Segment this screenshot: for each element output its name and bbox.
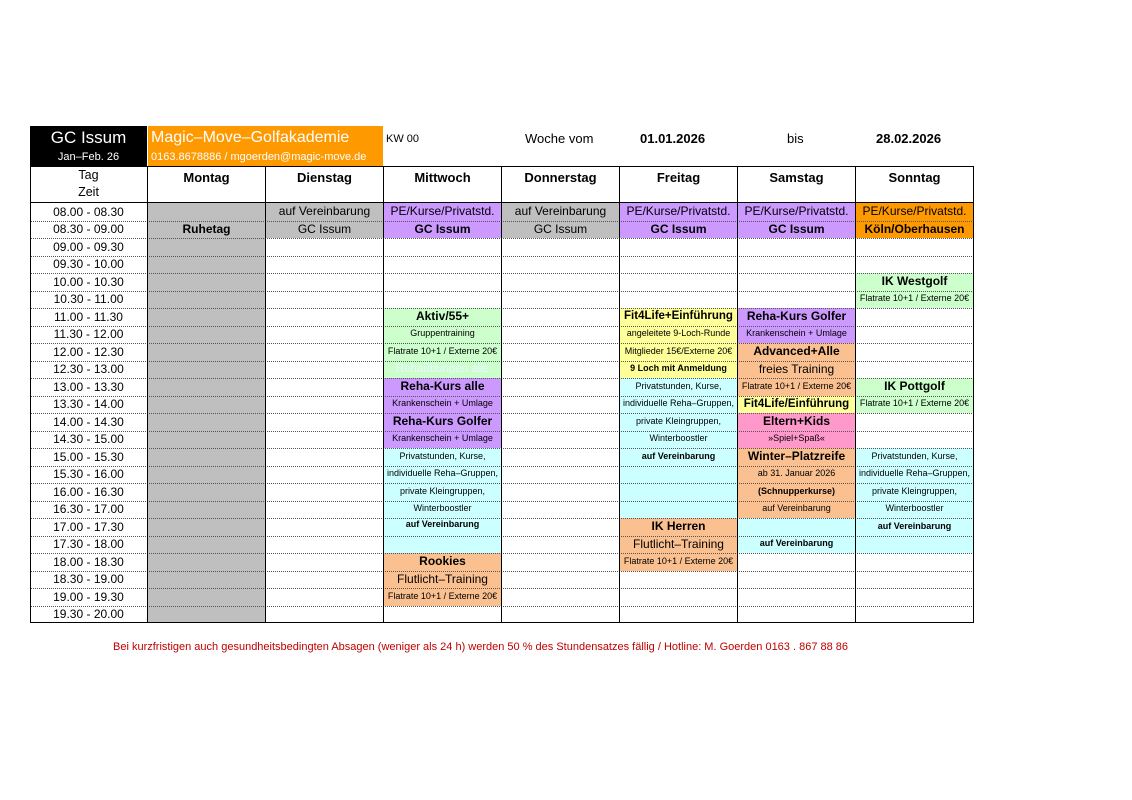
time-slot-label: 10.30 - 11.00 xyxy=(53,292,124,307)
time-slot-label: 08.00 - 08.30 xyxy=(53,204,124,219)
mittwoch-pe: PE/Kurse/Privatstd. xyxy=(390,204,495,219)
mittwoch-priv2: individuelle Reha–Gruppen, xyxy=(386,468,499,479)
time-slot-label: 15.30 - 16.00 xyxy=(53,467,124,482)
mittwoch-aufv: auf Vereinbarung xyxy=(405,518,480,529)
samstag-eltern: Eltern+Kids xyxy=(762,414,831,429)
samstag-schnupper: (Schnupperkurse) xyxy=(757,485,835,496)
mittwoch-reha-golfer: Reha-Kurs Golfer xyxy=(392,414,493,429)
time-slot-label: 19.30 - 20.00 xyxy=(53,607,124,622)
day-header-dienstag: Dienstag xyxy=(297,170,352,185)
mittwoch-kranken2: Krankenschein + Umlage xyxy=(392,433,493,444)
mittwoch-aktiv: Aktiv/55+ xyxy=(415,309,470,324)
time-slot-label: 16.00 - 16.30 xyxy=(53,484,124,499)
time-slot-label: 11.30 - 12.00 xyxy=(53,327,124,342)
sonntag-aufv: auf Vereinbarung xyxy=(877,520,952,531)
samstag-aufv1: auf Vereinbarung xyxy=(762,503,831,514)
mittwoch-flutlicht: Flutlicht–Training xyxy=(397,571,488,586)
freitag-mitglieder: Mitglieder 15€/Externe 20€ xyxy=(624,345,733,356)
time-slot-label: 09.30 - 10.00 xyxy=(53,257,124,272)
day-header-montag: Montag xyxy=(183,170,230,185)
samstag-gc: GC Issum xyxy=(768,221,825,236)
sonntag-priv2: individuelle Reha–Gruppen, xyxy=(858,468,971,479)
mittwoch-kranken1: Krankenschein + Umlage xyxy=(392,398,493,409)
time-slot-label: 17.30 - 18.00 xyxy=(53,537,124,552)
freitag-flat: Flatrate 10+1 / Externe 20€ xyxy=(623,555,734,566)
sonntag-priv3: private Kleingruppen, xyxy=(871,485,958,496)
time-slot-label: 16.30 - 17.00 xyxy=(53,502,124,517)
freitag-aufv: auf Vereinbarung xyxy=(641,450,716,461)
mittwoch-flat2: Flatrate 10+1 / Externe 20€ xyxy=(387,590,498,601)
freitag-priv2: individuelle Reha–Gruppen, xyxy=(622,398,735,409)
freitag-pe: PE/Kurse/Privatstd. xyxy=(626,204,731,219)
time-slot-label: 17.00 - 17.30 xyxy=(53,519,124,534)
samstag-freies: freies Training xyxy=(758,361,835,376)
time-slot-label: 14.00 - 14.30 xyxy=(53,414,124,429)
samstag-flat: Flatrate 10+1 / Externe 20€ xyxy=(741,380,852,391)
mittwoch-gc: GC Issum xyxy=(414,221,471,236)
day-header-sonntag: Sonntag xyxy=(888,170,941,185)
dienstag-line1: auf Vereinbarung xyxy=(278,204,371,219)
time-slot-label: 18.00 - 18.30 xyxy=(53,554,124,569)
bis-label: bis xyxy=(787,131,804,146)
time-slot-label: 18.30 - 19.00 xyxy=(53,572,124,587)
dienstag-line2: GC Issum xyxy=(297,221,352,236)
time-slot-label: 09.00 - 09.30 xyxy=(53,239,124,254)
day-header-freitag: Freitag xyxy=(656,170,701,185)
time-slot-label: 08.30 - 09.00 xyxy=(53,222,124,237)
day-header-mittwoch: Mittwoch xyxy=(414,170,471,185)
sonntag-flat2: Flatrate 10+1 / Externe 20€ xyxy=(859,398,970,409)
academy-contact: 0163.8678886 / mgoerden@magic-move.de xyxy=(151,151,367,163)
academy-name: Magic–Move–Golfakademie xyxy=(151,129,350,146)
freitag-gc: GC Issum xyxy=(650,221,707,236)
samstag-pe: PE/Kurse/Privatstd. xyxy=(744,204,849,219)
freitag-priv1: Privatstunden, Kurse, xyxy=(635,380,722,391)
time-slot-label: 10.00 - 10.30 xyxy=(53,274,124,289)
time-slot-label: 12.30 - 13.00 xyxy=(53,362,124,377)
kw-label: KW 00 xyxy=(386,133,420,145)
samstag-aufv2: auf Vereinbarung xyxy=(759,538,834,549)
mittwoch-rookies: Rookies xyxy=(419,554,466,569)
date-to: 28.02.2026 xyxy=(876,131,942,146)
mittwoch-gruppen: Gruppentraining xyxy=(410,328,475,339)
mittwoch-priv4: Winterboostler xyxy=(413,503,472,514)
club-box xyxy=(30,126,147,166)
mittwoch-reha-alle: Reha-Kurs alle xyxy=(400,379,485,394)
mittwoch-priv1: Privatstunden, Kurse, xyxy=(399,450,486,461)
samstag-fit: Fit4Life/Einführung xyxy=(743,397,850,410)
day-header-donnerstag: Donnerstag xyxy=(524,170,597,185)
footer-note: Bei kurzfristigen auch gesundheitsbedingten Absagen (weniger als 24 h) werden 50 % des Stundensatzes fällig / Hotline: M. Goerden 0163 . 867 88 86 xyxy=(113,641,849,653)
academy-box xyxy=(148,126,383,166)
mittwoch-hidden: Rehaübungen alle xyxy=(395,362,490,375)
zeit-label: Zeit xyxy=(78,185,99,199)
samstag-kranken: Krankenschein + Umlage xyxy=(746,328,847,339)
sonntag-koeln: Köln/Oberhausen xyxy=(864,221,965,236)
donnerstag-line2: GC Issum xyxy=(533,221,588,236)
time-slot-label: 13.30 - 14.00 xyxy=(53,397,124,412)
samstag-ab: ab 31. Januar 2026 xyxy=(757,468,836,479)
freitag-fit: Fit4Life+Einführung xyxy=(624,310,733,323)
week-label: Woche vom xyxy=(525,131,594,146)
date-from: 01.01.2026 xyxy=(640,131,706,146)
freitag-runde: angeleitete 9-Loch-Runde xyxy=(626,328,731,339)
sonntag-flat1: Flatrate 10+1 / Externe 20€ xyxy=(859,293,970,304)
sonntag-priv4: Winterboostler xyxy=(885,503,944,514)
samstag-reha: Reha-Kurs Golfer xyxy=(746,309,847,324)
sonntag-priv1: Privatstunden, Kurse, xyxy=(871,450,958,461)
donnerstag-line1: auf Vereinbarung xyxy=(514,204,607,219)
day-header-samstag: Samstag xyxy=(769,170,824,185)
freitag-ik: IK Herren xyxy=(651,519,706,534)
tag-label: Tag xyxy=(78,168,99,182)
sonntag-ikp: IK Pottgolf xyxy=(884,379,945,394)
club-name: GC Issum xyxy=(50,128,127,147)
time-slot-label: 19.00 - 19.30 xyxy=(53,589,124,604)
time-slot-label: 13.00 - 13.30 xyxy=(53,379,124,394)
freitag-priv4: Winterboostler xyxy=(649,433,708,444)
freitag-priv3: private Kleingruppen, xyxy=(635,415,722,426)
time-slot-label: 14.30 - 15.00 xyxy=(53,432,124,447)
time-slot-label: 15.00 - 15.30 xyxy=(53,449,124,464)
freitag-loch: 9 Loch mit Anmeldung xyxy=(630,363,727,374)
samstag-winter: Winter–Platzreife xyxy=(747,449,846,464)
period-label: Jan–Feb. 26 xyxy=(57,151,120,163)
samstag-spiel: »Spiel+Spaß« xyxy=(768,433,825,444)
sonntag-ikw: IK Westgolf xyxy=(881,274,948,289)
mittwoch-flat1: Flatrate 10+1 / Externe 20€ xyxy=(387,345,498,356)
time-slot-label: 11.00 - 11.30 xyxy=(54,309,123,324)
sonntag-pe: PE/Kurse/Privatstd. xyxy=(862,204,967,219)
samstag-advanced: Advanced+Alle xyxy=(753,344,840,359)
mittwoch-priv3: private Kleingruppen, xyxy=(399,485,486,496)
freitag-flutlicht: Flutlicht–Training xyxy=(633,536,724,551)
montag-ruhetag: Ruhetag xyxy=(182,221,231,236)
time-slot-label: 12.00 - 12.30 xyxy=(53,344,124,359)
